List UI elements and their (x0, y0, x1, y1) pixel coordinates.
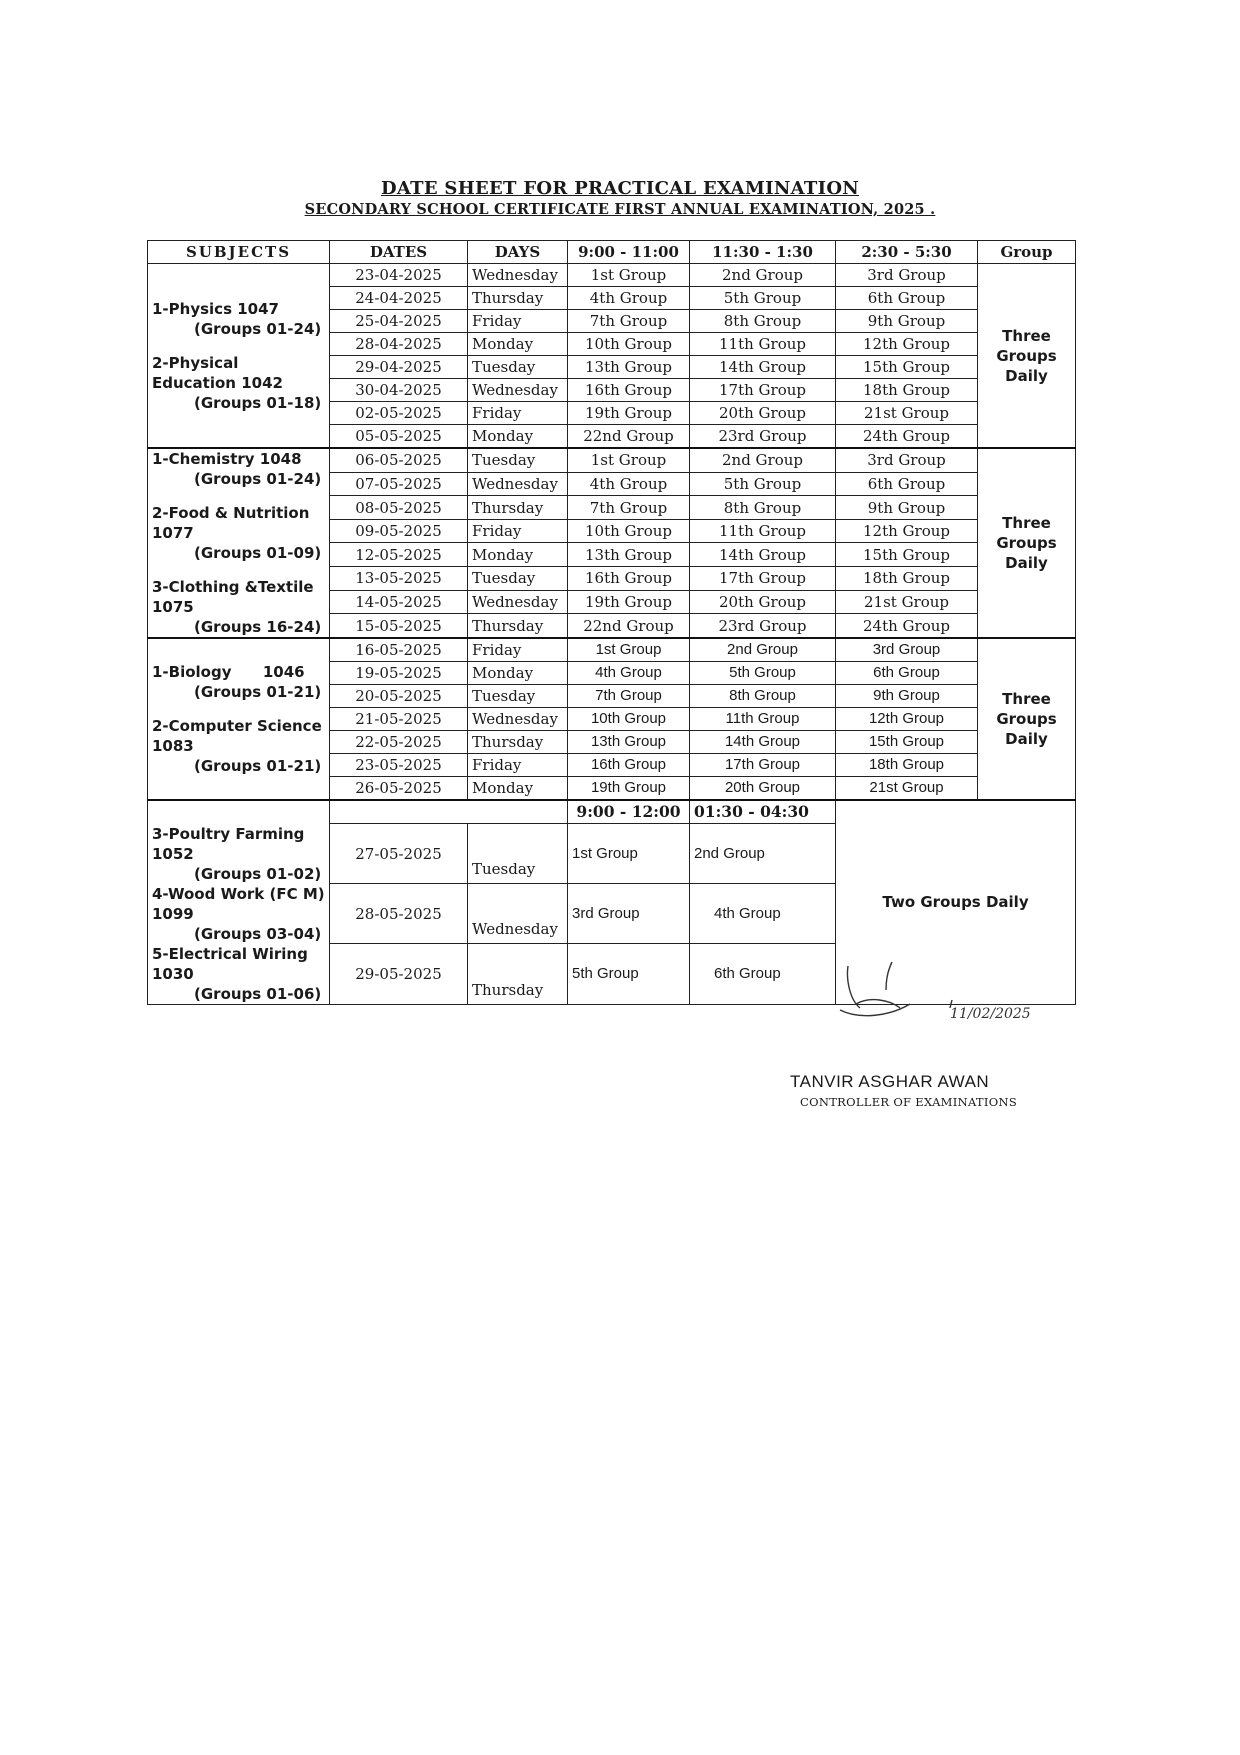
day-cell: Tuesday (468, 356, 568, 379)
day-cell: Monday (468, 662, 568, 685)
note-line: Daily (1005, 554, 1048, 572)
table-row (148, 800, 1076, 824)
day-cell: Thursday (468, 614, 568, 638)
slot3-cell: 15th Group (836, 356, 978, 379)
table-row (148, 638, 1076, 662)
slot3-cell: 18th Group (836, 567, 978, 591)
subject-groups: (Groups 01-24) (194, 470, 322, 488)
slot2-cell: 2nd Group (690, 638, 836, 662)
subjects-cell (148, 264, 330, 449)
date-cell: 14-05-2025 (330, 590, 468, 614)
subjects-cell (148, 638, 330, 800)
slot2-cell: 23rd Group (690, 614, 836, 638)
signatory-name: TANVIR ASGHAR AWAN (790, 1072, 990, 1091)
slot2-cell: 8th Group (690, 685, 836, 708)
slot2-cell: 17th Group (690, 754, 836, 777)
slot1-cell: 22nd Group (568, 614, 690, 638)
date-cell: 21-05-2025 (330, 708, 468, 731)
subject-groups: (Groups 01-21) (194, 683, 322, 701)
day-cell: Friday (468, 310, 568, 333)
day-cell: Friday (468, 519, 568, 543)
subject-groups: (Groups 01-09) (194, 544, 322, 562)
signature-date: 11/02/2025 (950, 1006, 1031, 1022)
subject-cell (148, 944, 330, 1005)
day-cell: Thursday (468, 287, 568, 310)
header-group: Group (978, 241, 1076, 264)
subjects-cell (148, 448, 330, 638)
slot3-cell: 12th Group (836, 708, 978, 731)
slot2-cell: 11th Group (690, 708, 836, 731)
slot2-cell: 11th Group (690, 333, 836, 356)
day-cell: Friday (468, 638, 568, 662)
subject-name: 1-Biology 1046 (152, 663, 305, 681)
slot2-cell: 2nd Group (690, 824, 836, 884)
header-subjects: SUBJECTS (148, 241, 330, 264)
day-cell: Monday (468, 543, 568, 567)
subject-groups: (Groups 01-02) (194, 864, 322, 883)
slot3-cell: 18th Group (836, 379, 978, 402)
day-cell: Wednesday (468, 708, 568, 731)
table-row (148, 448, 1076, 472)
slot3-cell: 24th Group (836, 614, 978, 638)
slot3-cell: 9th Group (836, 310, 978, 333)
date-cell: 13-05-2025 (330, 567, 468, 591)
slot1-cell: 1st Group (568, 638, 690, 662)
slot1-cell: 1st Group (568, 448, 690, 472)
note-line: Groups (996, 710, 1057, 728)
slot2-cell: 23rd Group (690, 425, 836, 449)
title-block (0, 178, 1240, 218)
slot2-cell: 14th Group (690, 356, 836, 379)
day-cell: Tuesday (468, 685, 568, 708)
slot1-cell: 16th Group (568, 567, 690, 591)
subject-name: 2-Physical Education 1042 (152, 353, 283, 392)
slot1-cell: 10th Group (568, 519, 690, 543)
signatory-role: CONTROLLER OF EXAMINATIONS (800, 1095, 1018, 1109)
slot2-cell: 8th Group (690, 496, 836, 520)
slot3-cell: 6th Group (836, 287, 978, 310)
slot3-cell: 15th Group (836, 731, 978, 754)
slot2-cell: 20th Group (690, 590, 836, 614)
slot1-cell: 7th Group (568, 496, 690, 520)
page-subtitle: SECONDARY SCHOOL CERTIFICATE FIRST ANNUAL EXAMINATION, 2025 . (304, 201, 936, 218)
date-cell: 29-05-2025 (330, 944, 468, 1005)
subject-groups: (Groups 01-24) (194, 319, 322, 338)
note-line: Daily (1005, 366, 1048, 385)
slot3-cell: 3rd Group (836, 638, 978, 662)
slot2-cell: 8th Group (690, 310, 836, 333)
slot1-cell: 16th Group (568, 754, 690, 777)
slot3-cell: 12th Group (836, 333, 978, 356)
slot3-cell: 18th Group (836, 754, 978, 777)
subject-name: 1-Chemistry 1048 (152, 450, 302, 468)
slot2-cell: 5th Group (690, 472, 836, 496)
slot3-cell: 9th Group (836, 685, 978, 708)
day-cell: Thursday (468, 496, 568, 520)
header-dates: DATES (330, 241, 468, 264)
slot3-cell: 12th Group (836, 519, 978, 543)
slot2-cell: 4th Group (690, 884, 836, 944)
date-cell: 20-05-2025 (330, 685, 468, 708)
subject-name: 3-Poultry Farming 1052 (152, 824, 305, 863)
day-cell: Wednesday (468, 884, 568, 944)
day-cell: Thursday (468, 731, 568, 754)
slot2-cell: 20th Group (690, 402, 836, 425)
date-cell: 25-04-2025 (330, 310, 468, 333)
date-cell: 22-05-2025 (330, 731, 468, 754)
date-cell: 08-05-2025 (330, 496, 468, 520)
day-cell: Tuesday (468, 448, 568, 472)
day-cell: Monday (468, 777, 568, 801)
date-cell: 09-05-2025 (330, 519, 468, 543)
slot1-cell: 13th Group (568, 543, 690, 567)
header-slot3: 2:30 - 5:30 (836, 241, 978, 264)
block4-slot1: 9:00 - 12:00 (568, 800, 690, 824)
date-day-spacer (330, 800, 568, 824)
subject-name: 2-Food & Nutrition 1077 (152, 504, 310, 542)
group-note (978, 448, 1076, 638)
day-cell: Thursday (468, 944, 568, 1005)
slot3-cell: 21st Group (836, 777, 978, 801)
slot1-cell: 10th Group (568, 708, 690, 731)
note-line: Three (1002, 514, 1051, 532)
date-cell: 24-04-2025 (330, 287, 468, 310)
day-cell: Wednesday (468, 264, 568, 287)
subject-groups: (Groups 01-18) (194, 393, 322, 412)
slot3-cell: 21st Group (836, 590, 978, 614)
date-cell: 26-05-2025 (330, 777, 468, 801)
slot2-cell: 6th Group (690, 944, 836, 1005)
slot1-cell: 7th Group (568, 310, 690, 333)
slot2-cell: 14th Group (690, 543, 836, 567)
subject-name: 1-Physics 1047 (152, 299, 279, 318)
page-title: DATE SHEET FOR PRACTICAL EXAMINATION (380, 178, 860, 199)
date-cell: 15-05-2025 (330, 614, 468, 638)
table-row (148, 264, 1076, 287)
slot1-cell: 19th Group (568, 590, 690, 614)
subject-groups: (Groups 03-04) (194, 924, 322, 943)
slot2-cell: 2nd Group (690, 448, 836, 472)
slot2-cell: 17th Group (690, 567, 836, 591)
subject-name: 3-Clothing &Textile 1075 (152, 578, 314, 616)
day-cell: Tuesday (468, 567, 568, 591)
slot2-cell: 20th Group (690, 777, 836, 801)
slot1-cell: 13th Group (568, 356, 690, 379)
slot1-cell: 4th Group (568, 287, 690, 310)
slot3-cell: 3rd Group (836, 448, 978, 472)
group-note (978, 638, 1076, 800)
day-cell: Wednesday (468, 590, 568, 614)
subject-groups: (Groups 01-06) (194, 984, 322, 1003)
note-line: Groups (996, 346, 1057, 365)
subject-cell (148, 884, 330, 944)
day-cell: Friday (468, 754, 568, 777)
slot1-cell: 5th Group (568, 944, 690, 1005)
date-cell: 07-05-2025 (330, 472, 468, 496)
day-cell: Friday (468, 402, 568, 425)
header-slot1: 9:00 - 11:00 (568, 241, 690, 264)
subject-groups: (Groups 01-21) (194, 757, 322, 775)
slot1-cell: 13th Group (568, 731, 690, 754)
date-cell: 06-05-2025 (330, 448, 468, 472)
day-cell: Tuesday (468, 824, 568, 884)
day-cell: Monday (468, 333, 568, 356)
slot1-cell: 16th Group (568, 379, 690, 402)
date-cell: 12-05-2025 (330, 543, 468, 567)
day-cell: Wednesday (468, 472, 568, 496)
date-cell: 28-05-2025 (330, 884, 468, 944)
day-cell: Monday (468, 425, 568, 449)
slot2-cell: 17th Group (690, 379, 836, 402)
block4-slot2: 01:30 - 04:30 (690, 800, 836, 824)
slot3-cell: 6th Group (836, 472, 978, 496)
date-cell: 29-04-2025 (330, 356, 468, 379)
subject-name: 2-Computer Science 1083 (152, 717, 322, 755)
note-line: Groups (996, 534, 1057, 552)
slot1-cell: 7th Group (568, 685, 690, 708)
date-sheet-table (147, 240, 1076, 1005)
subject-cell (148, 824, 330, 884)
subject-spacer (148, 800, 330, 824)
signature-scrawl (800, 960, 1060, 1030)
slot2-cell: 11th Group (690, 519, 836, 543)
date-cell: 30-04-2025 (330, 379, 468, 402)
slot3-cell: 21st Group (836, 402, 978, 425)
slot1-cell: 1st Group (568, 264, 690, 287)
date-cell: 19-05-2025 (330, 662, 468, 685)
slot1-cell: 10th Group (568, 333, 690, 356)
slot1-cell: 22nd Group (568, 425, 690, 449)
date-cell: 28-04-2025 (330, 333, 468, 356)
slot3-cell: 6th Group (836, 662, 978, 685)
slot1-cell: 19th Group (568, 777, 690, 801)
slot1-cell: 4th Group (568, 472, 690, 496)
slot1-cell: 4th Group (568, 662, 690, 685)
slot3-cell: 9th Group (836, 496, 978, 520)
subject-name: 5-Electrical Wiring 1030 (152, 944, 308, 983)
day-cell: Wednesday (468, 379, 568, 402)
slot2-cell: 2nd Group (690, 264, 836, 287)
date-cell: 27-05-2025 (330, 824, 468, 884)
slot1-cell: 1st Group (568, 824, 690, 884)
group-note (978, 264, 1076, 449)
note-line: Daily (1005, 730, 1048, 748)
header-row (148, 241, 1076, 264)
slot3-cell: 3rd Group (836, 264, 978, 287)
date-cell: 05-05-2025 (330, 425, 468, 449)
date-cell: 16-05-2025 (330, 638, 468, 662)
subject-name: 4-Wood Work (FC M) 1099 (152, 884, 325, 923)
header-slot2: 11:30 - 1:30 (690, 241, 836, 264)
two-groups-note: Two Groups Daily (836, 800, 1076, 1004)
note-line: Three (1002, 326, 1051, 345)
slot1-cell: 19th Group (568, 402, 690, 425)
slot2-cell: 14th Group (690, 731, 836, 754)
header-days: DAYS (468, 241, 568, 264)
slot2-cell: 5th Group (690, 662, 836, 685)
slot3-cell: 24th Group (836, 425, 978, 449)
slot2-cell: 5th Group (690, 287, 836, 310)
date-cell: 23-05-2025 (330, 754, 468, 777)
slot3-cell: 15th Group (836, 543, 978, 567)
note-line: Three (1002, 690, 1051, 708)
subject-groups: (Groups 16-24) (194, 618, 322, 636)
date-cell: 02-05-2025 (330, 402, 468, 425)
slot1-cell: 3rd Group (568, 884, 690, 944)
date-cell: 23-04-2025 (330, 264, 468, 287)
